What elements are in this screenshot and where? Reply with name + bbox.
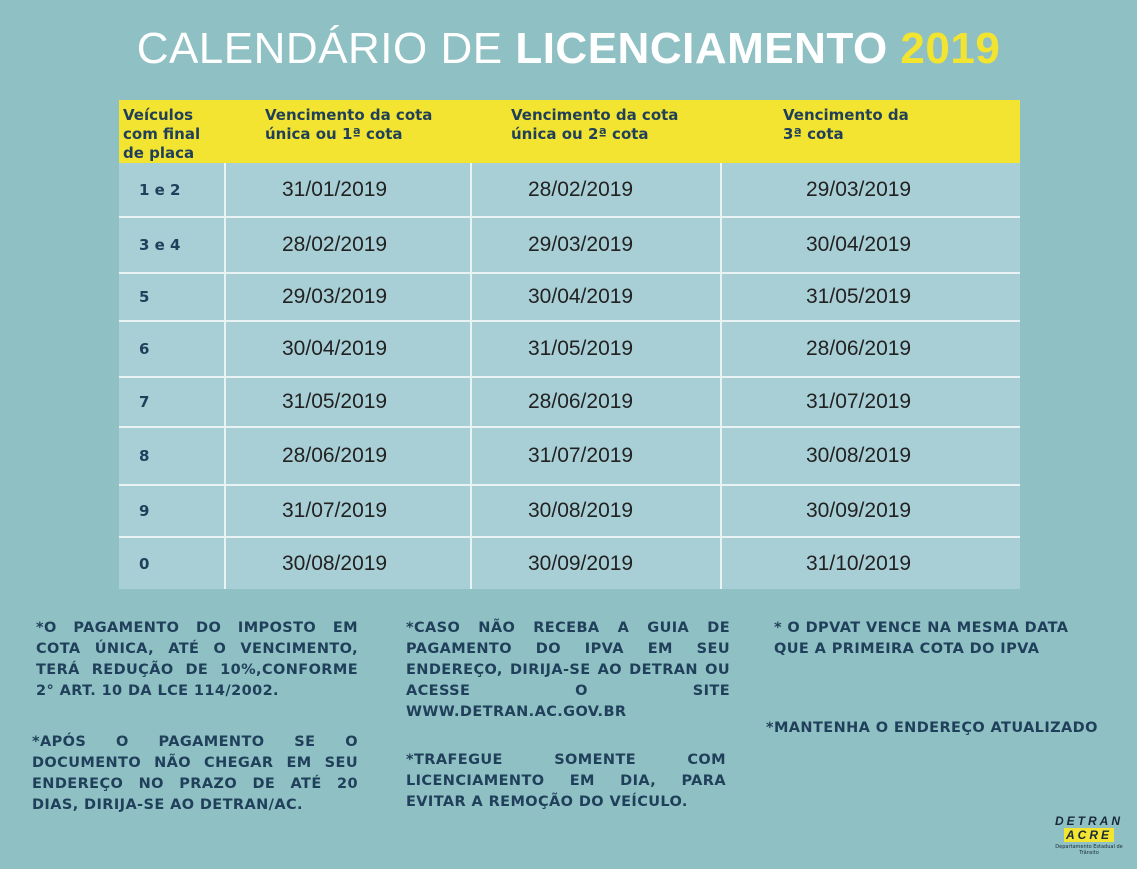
plate-cell: 8 [119,427,225,485]
date-cell: 28/06/2019 [721,321,1020,377]
header-plate: Veículos com final de placa [119,100,225,163]
header-quota3: Vencimento da 3ª cota [721,100,1020,163]
table-row [119,377,1020,427]
date-cell: 29/03/2019 [721,163,1020,217]
page-title [0,24,1137,74]
date-cell: 28/02/2019 [471,163,721,217]
plate-cell: 3 e 4 [119,217,225,273]
date-cell: 31/07/2019 [721,377,1020,427]
plate-cell: 6 [119,321,225,377]
note-single-quota-discount: *O PAGAMENTO DO IMPOSTO EM COTA ÚNICA, ATÉ O VENCIMENTO, TERÁ REDUÇÃO DE 10%,CONFORME 2° ART. 10 DA LCE 114/2002. [36,620,358,699]
plate-cell: 1 e 2 [119,163,225,217]
note-document-delivery: *APÓS O PAGAMENTO SE O DOCUMENTO NÃO CHEGAR EM SEU ENDEREÇO NO PRAZO DE ATÉ 20 DIAS, DIRIJA-SE AO DETRAN/AC. [32,734,358,813]
date-cell: 28/06/2019 [225,427,471,485]
title-part1: CALENDÁRIO DE [136,24,516,73]
note-ipva-guide: *CASO NÃO RECEBA A GUIA DE PAGAMENTO DO IPVA EM SEU ENDEREÇO, DIRIJA-SE AO DETRAN OU ACESSE O SITE WWW.DETRAN.AC.GOV.BR [406,620,730,720]
table-row [119,537,1020,589]
logo-subtitle: Departamento Estadual de Trânsito [1055,844,1123,856]
date-cell: 30/08/2019 [471,485,721,537]
note-licensing: *TRAFEGUE SOMENTE COM LICENCIAMENTO EM DIA, PARA EVITAR A REMOÇÃO DO VEÍCULO. [406,752,726,810]
date-cell: 30/09/2019 [471,537,721,589]
plate-cell: 7 [119,377,225,427]
date-cell: 30/04/2019 [225,321,471,377]
licensing-table [119,100,1020,589]
title-part2: LICENCIAMENTO [515,24,888,73]
plate-cell: 9 [119,485,225,537]
table-row [119,163,1020,217]
date-cell: 31/05/2019 [225,377,471,427]
detran-acre-logo [1050,814,1128,856]
date-cell: 31/10/2019 [721,537,1020,589]
table-row [119,321,1020,377]
date-cell: 31/07/2019 [471,427,721,485]
date-cell: 31/01/2019 [225,163,471,217]
note-address: *MANTENHA O ENDEREÇO ATUALIZADO [766,720,1098,736]
date-cell: 30/04/2019 [471,273,721,321]
date-cell: 31/05/2019 [721,273,1020,321]
date-cell: 30/04/2019 [721,217,1020,273]
date-cell: 28/02/2019 [225,217,471,273]
header-quota2: Vencimento da cota única ou 2ª cota [471,100,721,163]
plate-cell: 5 [119,273,225,321]
table-row [119,485,1020,537]
table-row [119,427,1020,485]
date-cell: 28/06/2019 [471,377,721,427]
table-header-row [119,100,1020,163]
table-row [119,217,1020,273]
date-cell: 31/07/2019 [225,485,471,537]
date-cell: 30/08/2019 [225,537,471,589]
date-cell: 30/08/2019 [721,427,1020,485]
title-year: 2019 [900,24,1001,73]
date-cell: 29/03/2019 [225,273,471,321]
date-cell: 31/05/2019 [471,321,721,377]
logo-line1: DETRAN [1055,814,1123,828]
date-cell: 30/09/2019 [721,485,1020,537]
table-row [119,273,1020,321]
logo-line2: ACRE [1065,828,1112,842]
plate-cell: 0 [119,537,225,589]
header-quota1: Vencimento da cota única ou 1ª cota [225,100,471,163]
date-cell: 29/03/2019 [471,217,721,273]
note-dpvat: * O DPVAT VENCE NA MESMA DATA QUE A PRIMEIRA COTA DO IPVA [774,620,1069,657]
